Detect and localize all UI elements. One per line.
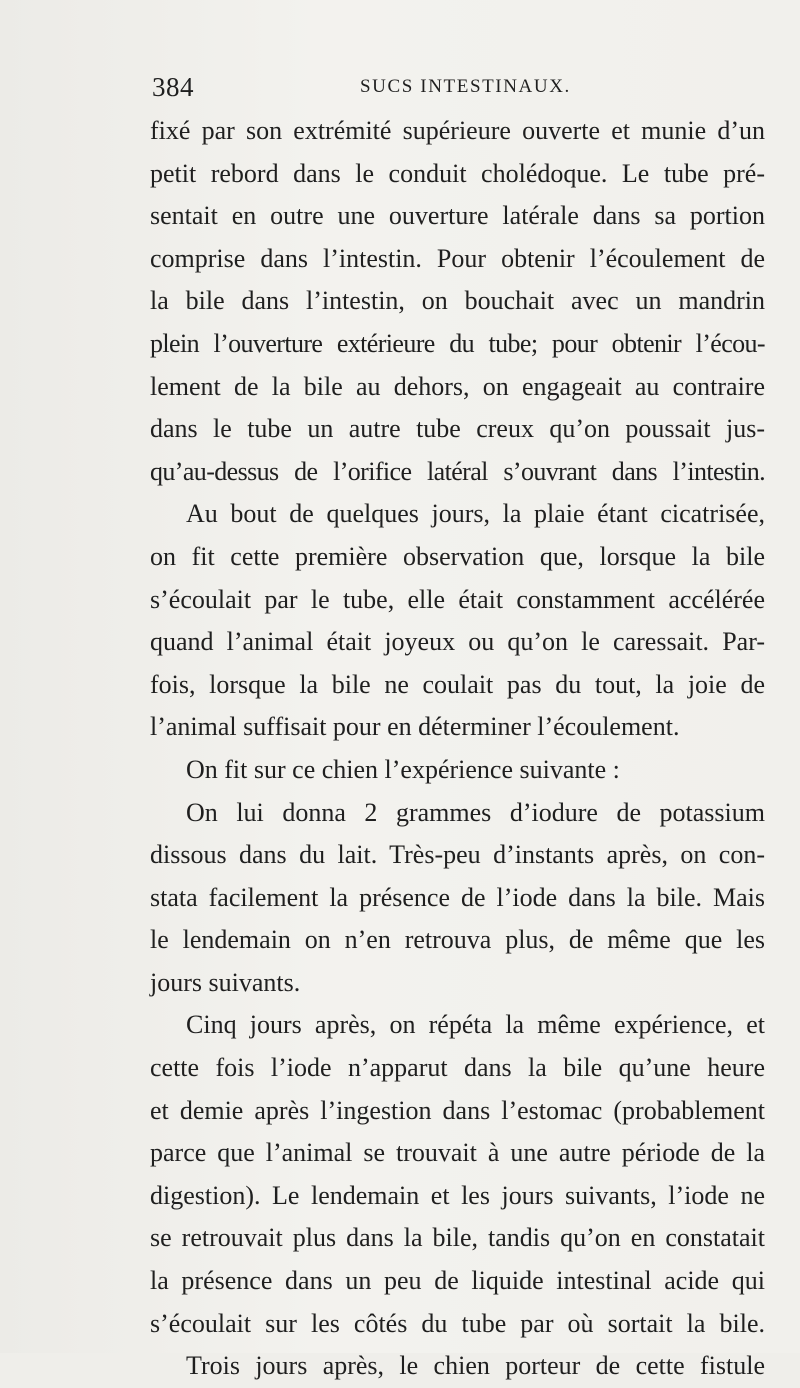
text-line: plein l’ouverture extérieure du tube; pour obtenir l’écou- xyxy=(150,328,765,358)
text-line: se retrouvait plus dans la bile, tandis qu’on en constatait xyxy=(150,1223,765,1253)
text-line: lement de la bile au dehors, on engageait au contraire xyxy=(150,371,765,401)
text-line: Au bout de quelques jours, la plaie étant cicatrisée, xyxy=(186,499,765,529)
text-line: la bile dans l’intestin, on bouchait avec un mandrin xyxy=(150,286,765,316)
text-line: cette fois l’iode n’apparut dans la bile qu’une heure xyxy=(150,1053,765,1083)
text-line: digestion). Le lendemain et les jours suivants, l’iode ne xyxy=(150,1180,765,1210)
page-number: 384 xyxy=(152,72,194,102)
text-line: le lendemain on n’en retrouva plus, de même que les xyxy=(150,925,765,955)
text-line: jours suivants. xyxy=(150,967,301,997)
text-line: stata facilement la présence de l’iode dans la bile. Mais xyxy=(150,882,765,912)
text-line: petit rebord dans le conduit cholédoque. Le tube pré- xyxy=(150,158,765,188)
text-line: s’écoulait sur les côtés du tube par où sortait la bile. xyxy=(150,1308,765,1338)
text-line: Trois jours après, le chien porteur de cette fistule xyxy=(186,1351,765,1381)
text-line: la présence dans un peu de liquide intestinal acide qui xyxy=(150,1266,765,1296)
text-line: dans le tube un autre tube creux qu’on poussait jus- xyxy=(150,414,765,444)
text-line: On fit sur ce chien l’expérience suivante : xyxy=(186,754,620,784)
text-line: l’animal suffisait pour en déterminer l’écoulement. xyxy=(150,712,680,742)
text-line: s’écoulait par le tube, elle était constamment accélérée xyxy=(150,584,765,614)
text-line: On lui donna 2 grammes d’iodure de potassium xyxy=(186,797,765,827)
text-line: dissous dans du lait. Très-peu d’instants après, on con- xyxy=(150,840,765,870)
text-line: on fit cette première observation que, lorsque la bile xyxy=(150,541,765,571)
running-title: SUCS INTESTINAUX. xyxy=(360,76,571,97)
page-header xyxy=(152,72,772,104)
text-line: et demie après l’ingestion dans l’estomac (probablement xyxy=(150,1095,765,1125)
text-line: qu’au-dessus de l’orifice latéral s’ouvrant dans l’intestin. xyxy=(150,456,765,486)
text-line: parce que l’animal se trouvait à une autre période de la xyxy=(150,1138,765,1168)
text-line: Cinq jours après, on répéta la même expérience, et xyxy=(186,1010,765,1040)
text-line: fixé par son extrémité supérieure ouverte et munie d’un xyxy=(150,116,765,145)
text-line: quand l’animal était joyeux ou qu’on le caressait. Par- xyxy=(150,627,765,657)
text-line: sentait en outre une ouverture latérale dans sa portion xyxy=(150,201,765,231)
text-line: comprise dans l’intestin. Pour obtenir l’écoulement de xyxy=(150,243,765,273)
text-line: fois, lorsque la bile ne coulait pas du tout, la joie de xyxy=(150,669,765,699)
body-text xyxy=(150,110,765,1388)
